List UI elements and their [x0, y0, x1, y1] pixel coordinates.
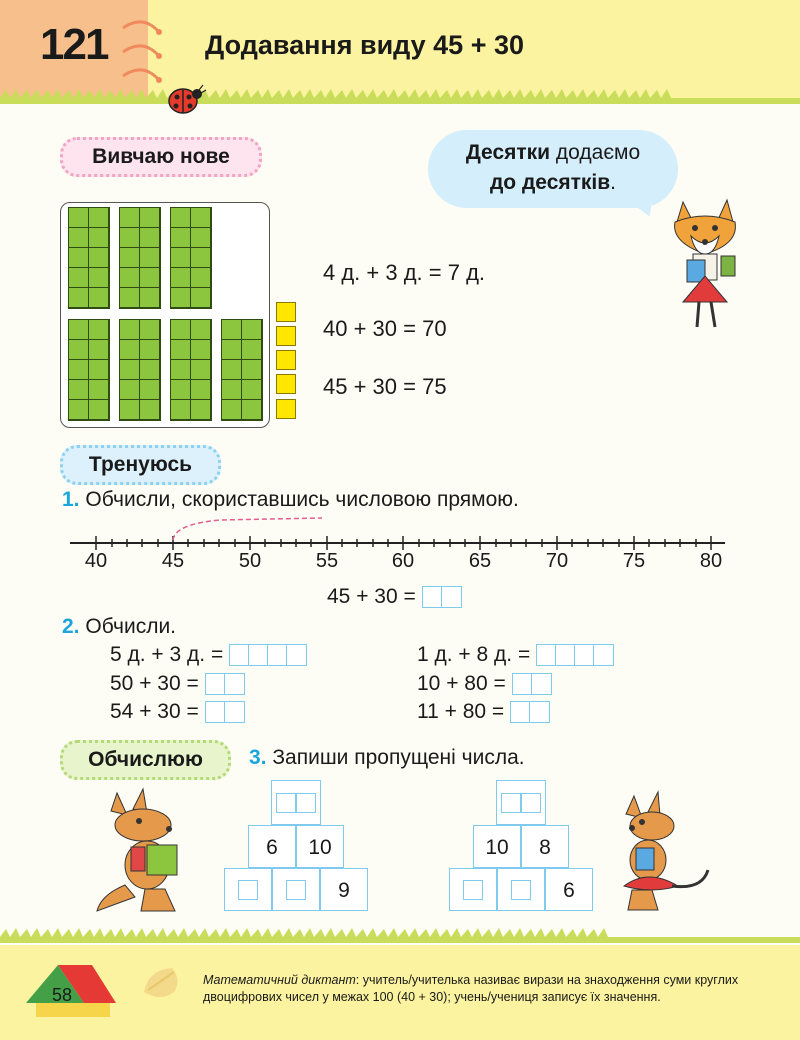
task-2-heading	[62, 615, 176, 639]
number-line-label: 65	[468, 550, 492, 572]
ten-rod-block	[119, 319, 161, 421]
grass-border-bottom	[0, 925, 800, 951]
task-2-expression: 54 + 30 =	[110, 700, 199, 723]
fox-character-icon	[665, 192, 745, 332]
pyramid-cell: 9	[320, 868, 368, 911]
number-line-label: 75	[622, 550, 646, 572]
ladybug-icon	[163, 82, 207, 116]
number-line-label: 55	[315, 550, 339, 572]
teacher-note-text: : учитель/учителька називає вирази на знаходження суми круглих двоцифрових чисел у межах 100 (40 + 30); учень/учениця записує їх значення.	[203, 973, 739, 1004]
pyramid-cell: 8	[521, 825, 569, 868]
task-1-answer-row	[327, 585, 462, 609]
answer-box[interactable]	[511, 880, 531, 900]
number-line	[60, 510, 740, 555]
answer-box[interactable]	[512, 673, 552, 695]
answer-box[interactable]	[229, 644, 307, 666]
task-2-text: Обчисли.	[85, 615, 177, 638]
unit-cube	[276, 350, 296, 370]
section-badge-compute: Обчислюю	[60, 740, 231, 780]
leaf-icon	[138, 962, 188, 1004]
pyramid-cell: 6	[248, 825, 296, 868]
task-2-row	[417, 700, 550, 724]
answer-box[interactable]	[521, 793, 541, 813]
bubble-bold-2: до десятків	[489, 171, 611, 194]
answer-box[interactable]	[276, 793, 296, 813]
pyramid-cell: 10	[296, 825, 344, 868]
page-title: Додавання виду 45 + 30	[205, 30, 525, 60]
task-1-number: 1.	[62, 488, 80, 511]
teacher-note-italic: Математичний диктант	[203, 973, 356, 987]
answer-box[interactable]	[205, 701, 245, 723]
teacher-note	[203, 972, 763, 1006]
task-2-expression: 10 + 80 =	[417, 672, 506, 695]
answer-box[interactable]	[463, 880, 483, 900]
number-line-label: 40	[84, 550, 108, 572]
answer-box[interactable]	[286, 880, 306, 900]
kangaroo-girl-character-icon	[612, 790, 712, 915]
bubble-text-1: додаємо	[550, 141, 641, 164]
answer-box[interactable]	[536, 644, 614, 666]
ten-rod-block	[68, 319, 110, 421]
swirl-decoration-icon	[118, 16, 168, 86]
answer-box[interactable]	[205, 673, 245, 695]
pyramid-cell: 6	[545, 868, 593, 911]
unit-cube	[276, 399, 296, 419]
ten-rod-block	[221, 319, 263, 421]
task-2-row	[110, 643, 307, 667]
task-3-number: 3.	[249, 746, 267, 769]
answer-box[interactable]	[501, 793, 521, 813]
number-line-label: 60	[391, 550, 415, 572]
answer-box[interactable]	[296, 793, 316, 813]
number-line-label: 45	[161, 550, 185, 572]
task-1-expression: 45 + 30 =	[327, 585, 416, 608]
equation-result: 45 + 30 = 75	[323, 374, 447, 399]
task-2-expression: 50 + 30 =	[110, 672, 199, 695]
number-line-label: 80	[699, 550, 723, 572]
number-line-label: 50	[238, 550, 262, 572]
unit-cube	[276, 374, 296, 394]
page-number: 58	[52, 985, 73, 1005]
grass-border-top	[0, 88, 800, 114]
ten-rod-block	[170, 207, 212, 309]
equation-round: 40 + 30 = 70	[323, 316, 447, 341]
task-2-expression: 5 д. + 3 д. =	[110, 643, 224, 666]
task-3-text: Запиши пропущені числа.	[272, 746, 525, 769]
ten-rod-block	[68, 207, 110, 309]
ten-rod-block	[170, 319, 212, 421]
unit-cube	[276, 302, 296, 322]
ten-rod-block	[119, 207, 161, 309]
task-3-heading	[249, 746, 525, 770]
task-2-row	[417, 643, 614, 667]
equation-tens: 4 д. + 3 д. = 7 д.	[323, 260, 486, 285]
task-1-text: Обчисли, скориставшись числовою прямою.	[85, 488, 519, 511]
kangaroo-character-icon	[95, 785, 205, 915]
section-badge-learn-new: Вивчаю нове	[60, 137, 262, 177]
unit-cube	[276, 326, 296, 346]
bubble-text-2: .	[610, 171, 617, 194]
task-2-expression: 1 д. + 8 д. =	[417, 643, 531, 666]
task-1-heading	[62, 488, 519, 512]
number-line-label: 70	[545, 550, 569, 572]
answer-box[interactable]	[510, 701, 550, 723]
task-2-row	[110, 672, 245, 696]
task-2-row	[417, 672, 552, 696]
bubble-bold-1: Десятки	[465, 141, 551, 164]
answer-box[interactable]	[238, 880, 258, 900]
section-badge-practice: Тренуюсь	[60, 445, 221, 485]
task-2-number: 2.	[62, 615, 80, 638]
task-2-expression: 11 + 80 =	[417, 700, 505, 723]
answer-box[interactable]	[422, 586, 462, 608]
task-2-row	[110, 700, 245, 724]
lesson-number: 121	[40, 20, 108, 69]
pyramid-cell: 10	[473, 825, 521, 868]
